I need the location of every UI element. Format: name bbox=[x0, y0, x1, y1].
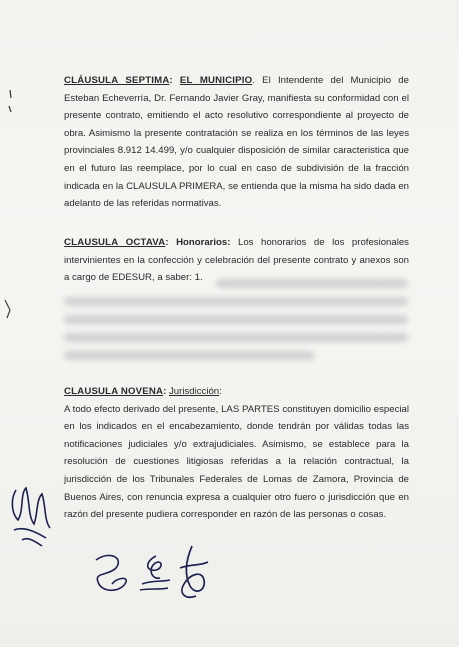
clause-septima-heading: CLÁUSULA SEPTIMA bbox=[64, 75, 170, 86]
signature bbox=[166, 540, 214, 604]
clause-novena: CLAUSULA NOVENA: Jurisdicción: A todo efecto derivado del presente, LAS PARTES constituyen domicilio especial en los indicados en el encabezamiento, donde tendrán por válidas todas las notificaciones judiciales y/o extrajudiciales. Asimismo, se establece para la resolución de cuestiones litigiosas referidas a la relación contractual, la jurisdicción de los Tribunales Federales de Lomas de Zamora, Provincia de Buenos Aires, con renuncia expresa a cualquier otro fuero o jurisdicción que en razón del presente pudiera corresponder en razón de las personas o cosas. bbox=[64, 386, 409, 521]
clause-novena-text: A todo efecto derivado del presente, LAS PARTES constituyen domicilio especial en los indicados en el encabezamiento, donde tendrán por válidas todas las notificaciones judiciales y/o extrajudiciales. Asimismo, se establece para la resolución de cuestiones litigiosas referidas a la relación contractual, la jurisdicción de los Tribunales Federales de Lomas de Zamora, Provincia de Buenos Aires, con renuncia expresa a cualquier otro fuero o jurisdicción que en razón del presente pudiera corresponder en razón de las personas o cosas. bbox=[64, 403, 409, 521]
signature bbox=[86, 548, 136, 600]
clause-octava-heading: CLAUSULA OCTAVA bbox=[64, 237, 166, 248]
clause-septima-party: EL MUNICIPIO bbox=[179, 75, 253, 86]
redacted-line bbox=[64, 333, 408, 342]
redacted-line bbox=[64, 351, 314, 360]
margin-mark bbox=[2, 296, 14, 322]
clause-octava-subject: Honorarios: bbox=[176, 237, 231, 248]
margin-signature bbox=[6, 480, 58, 552]
clause-septima-text: . El Intendente del Municipio de Esteban Echeverría, Dr. Fernando Javier Gray, manifiesta su conformidad con el presente contrato, emitiendo el acto resolutivo correspondiente al proyecto de obra. Asimismo la presente contratación se realiza en los términos de las leyes provinciales 8.912 14.499, y/o cualquier disposición de similar caracteristica que en el futuro las reemplace, por lo cual en caso de subdivisión de la fracción indicada en la CLAUSULA PRIMERA, se entienda que la misma ha sido dada en adelanto de las referidas normativas. bbox=[64, 75, 409, 210]
clause-septima: CLÁUSULA SEPTIMA: EL MUNICIPIO. El Intendente del Municipio de Esteban Echeverría, Dr. Fernando Javier Gray, manifiesta su conformidad con el presente contrato, emitiendo el acto resolutivo correspondiente al proyecto de obra. Asimismo la presente contratación se realiza en los términos de las leyes provinciales 8.912 14.499, y/o cualquier disposición de similar caracteristica que en el futuro las reemplace, por lo cual en caso de subdivisión de la fracción indicada en la CLAUSULA PRIMERA, se entienda que la misma ha sido dada en adelanto de las referidas normativas. bbox=[64, 75, 409, 210]
redacted-line bbox=[64, 315, 408, 324]
redacted-line bbox=[216, 279, 408, 288]
redacted-line bbox=[64, 297, 408, 306]
clause-novena-subject: Jurisdicción bbox=[169, 386, 220, 397]
clause-novena-heading: CLAUSULA NOVENA bbox=[64, 386, 164, 397]
clause-octava-text: Los honorarios de los profesionales intervinientes en la confección y celebración del presente contrato y anexos son a cargo de EDESUR, a saber: 1. bbox=[64, 237, 409, 284]
margin-mark bbox=[4, 88, 16, 114]
clause-octava: CLAUSULA OCTAVA: Honorarios: Los honorarios de los profesionales intervinientes en la confección y celebración del presente contrato y anexos son a cargo de EDESUR, a saber: 1. bbox=[64, 237, 409, 284]
